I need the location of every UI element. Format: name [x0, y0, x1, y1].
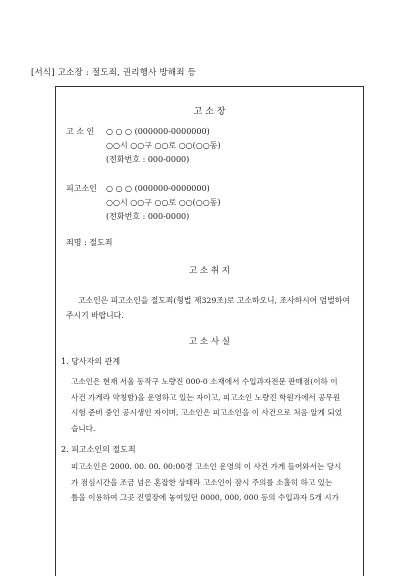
fact-2-line: 가 점심시간을 조금 넘은 혼잡한 상태라 고소인이 잠시 주의를 소홀히 하고 있는 — [71, 477, 333, 487]
fact-1-heading: 1. 당사자의 관계 — [61, 357, 121, 366]
fact-1-line: 습니다. — [71, 423, 96, 433]
fact-2-heading: 2. 피고소인의 절도죄 — [61, 445, 136, 454]
defendant-block — [66, 182, 221, 224]
purpose-text: 고소인은 피고소인을 절도죄(형법 제329조)로 고소하오니, 조사하시어 엄벌하여 주시기 바랍니다. — [66, 296, 350, 320]
document-title: 고 소 장 — [193, 107, 226, 117]
fact-1-line: 고소인은 현재 서울 동작구 노량진 000-0 소재에서 수입과자전문 판매점(이하 이 — [71, 377, 338, 386]
fact-2-line: 피고소인은 2000. 00. 00. 00:00경 고소인 운영의 이 사건 가게 들어와서는 당시 — [71, 462, 342, 471]
complainant-block — [66, 125, 221, 167]
complaint-document — [55, 86, 364, 576]
complainant-label: 고 소 인 — [66, 127, 95, 136]
defendant-address: ○○시 ○○구 ○○로 ○○(○○동) — [106, 198, 221, 207]
purpose-title: 고 소 취 지 — [189, 266, 230, 276]
fact-1-line: 사건 가게라 약칭함)을 운영하고 있는 자이고, 피고소인 노량진 학원가에서 공무원 — [71, 392, 341, 402]
defendant-name: ○ ○ ○ (000000-0000000) — [106, 184, 210, 193]
defendant-phone: (전화번호 : 000-0000) — [106, 212, 190, 221]
fact-2-text — [71, 459, 363, 506]
fact-2-line: 틈을 이용하여 그곳 진열장에 놓여있던 0000, 000, 000 등의 수입과자 5개 시가 — [71, 493, 339, 502]
form-header: [서식] 고소장 : 절도죄, 권리행사 방해죄 등 — [31, 68, 196, 78]
complainant-phone: (전화번호 : 000-0000) — [106, 155, 190, 164]
facts-title: 고 소 사 실 — [189, 337, 230, 347]
fact-1-text — [71, 374, 363, 436]
complainant-name: ○ ○ ○ (000000-0000000) — [106, 127, 210, 136]
defendant-label: 피고소인 — [66, 184, 97, 193]
crime-name: 죄명 : 절도죄 — [66, 238, 113, 247]
complainant-address: ○○시 ○○구 ○○로 ○○(○○동) — [106, 141, 221, 150]
fact-1-line: 시험 준비 중인 공시생인 자이며, 고소인은 피고소인을 이 사건으로 처음 알게 되었 — [71, 408, 343, 417]
